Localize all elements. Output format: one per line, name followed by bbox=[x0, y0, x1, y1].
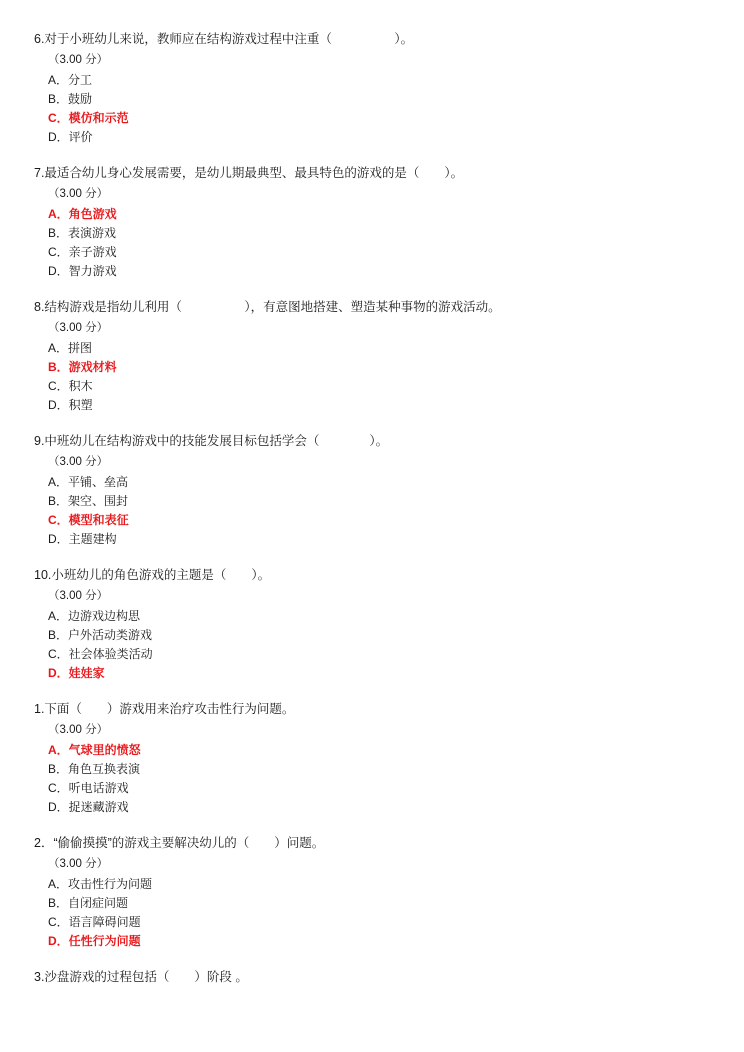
question-block bbox=[34, 298, 710, 415]
option[interactable]: B．户外活动类游戏 bbox=[48, 628, 153, 642]
question-points: （3.00 分） bbox=[48, 724, 109, 736]
question-points: （3.00 分） bbox=[48, 456, 109, 468]
question-block bbox=[34, 834, 710, 951]
option[interactable]: D．智力游戏 bbox=[48, 264, 117, 278]
question-stem: 6.对于小班幼儿来说，教师应在结构游戏过程中注重（ ）。 bbox=[34, 32, 414, 46]
option[interactable]: B．表演游戏 bbox=[48, 226, 117, 240]
question-points: （3.00 分） bbox=[48, 590, 109, 602]
option-correct[interactable]: D．娃娃家 bbox=[48, 666, 105, 680]
question-stem: 8.结构游戏是指幼儿利用（ ），有意图地搭建、塑造某种事物的游戏活动。 bbox=[34, 300, 501, 314]
option[interactable]: D．积塑 bbox=[48, 398, 93, 412]
option-correct[interactable]: C．模型和表征 bbox=[48, 513, 129, 527]
option[interactable]: D．评价 bbox=[48, 130, 93, 144]
question-stem: 2．“偷偷摸摸”的游戏主要解决幼儿的（ ）问题。 bbox=[34, 836, 325, 850]
option[interactable]: A．平铺、垒高 bbox=[48, 475, 129, 489]
option[interactable]: A．拼图 bbox=[48, 341, 93, 355]
question-points: （3.00 分） bbox=[48, 188, 109, 200]
option[interactable]: A．分工 bbox=[48, 73, 93, 87]
option[interactable]: A．边游戏边构思 bbox=[48, 609, 141, 623]
question-stem: 3.沙盘游戏的过程包括（ ）阶段 。 bbox=[34, 970, 248, 984]
option[interactable]: B．自闭症问题 bbox=[48, 896, 129, 910]
option-correct[interactable]: B．游戏材料 bbox=[48, 360, 117, 374]
option[interactable]: C．社会体验类活动 bbox=[48, 647, 153, 661]
question-points: （3.00 分） bbox=[48, 322, 109, 334]
question-block bbox=[34, 432, 710, 549]
question-stem: 10.小班幼儿的角色游戏的主题是（ ）。 bbox=[34, 568, 271, 582]
option[interactable]: C．积木 bbox=[48, 379, 93, 393]
question-points: （3.00 分） bbox=[48, 54, 109, 66]
option[interactable]: B．角色互换表演 bbox=[48, 762, 141, 776]
option[interactable]: A．攻击性行为问题 bbox=[48, 877, 153, 891]
option-correct[interactable]: D．任性行为问题 bbox=[48, 934, 141, 948]
option[interactable]: B．架空、围封 bbox=[48, 494, 129, 508]
question-stem: 1.下面（ ）游戏用来治疗攻击性行为问题。 bbox=[34, 702, 295, 716]
option[interactable]: C．亲子游戏 bbox=[48, 245, 117, 259]
question-stem: 7.最适合幼儿身心发展需要，是幼儿期最典型、最具特色的游戏的是（ ）。 bbox=[34, 166, 464, 180]
question-block bbox=[34, 566, 710, 683]
option[interactable]: D．捉迷藏游戏 bbox=[48, 800, 129, 814]
question-block bbox=[34, 164, 710, 281]
option[interactable]: D．主题建构 bbox=[48, 532, 117, 546]
question-points: （3.00 分） bbox=[48, 858, 109, 870]
option[interactable]: C．语言障碍问题 bbox=[48, 915, 141, 929]
option[interactable]: C．听电话游戏 bbox=[48, 781, 129, 795]
questions-list bbox=[34, 30, 710, 987]
option[interactable]: B．鼓励 bbox=[48, 92, 93, 106]
question-block bbox=[34, 30, 710, 147]
option-correct[interactable]: C．模仿和示范 bbox=[48, 111, 129, 125]
option-correct[interactable]: A．气球里的愤怒 bbox=[48, 743, 141, 757]
question-block bbox=[34, 700, 710, 817]
question-block bbox=[34, 968, 710, 987]
question-stem: 9.中班幼儿在结构游戏中的技能发展目标包括学会（ ）。 bbox=[34, 434, 389, 448]
option-correct[interactable]: A．角色游戏 bbox=[48, 207, 117, 221]
